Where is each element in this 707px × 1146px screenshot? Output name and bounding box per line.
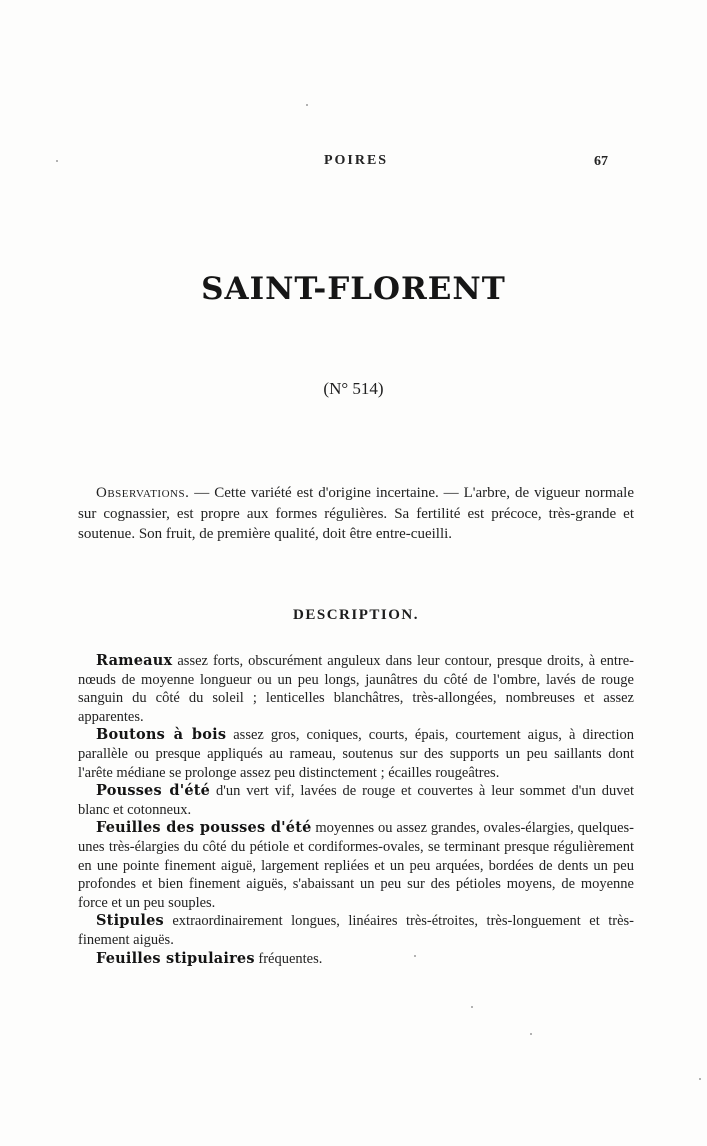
scan-speck	[699, 1078, 701, 1080]
description-body	[78, 652, 634, 968]
description-paragraph	[78, 782, 634, 819]
description-paragraph	[78, 912, 634, 949]
page-number: 67	[594, 154, 608, 169]
paragraph-lead: Boutons à bois	[96, 726, 227, 744]
scan-speck	[530, 1033, 532, 1035]
variety-title: SAINT-FLORENT	[201, 271, 506, 307]
scan-speck	[306, 104, 308, 106]
description-paragraph	[78, 950, 634, 969]
paragraph-text: fréquentes.	[254, 950, 323, 967]
paragraph-lead: Rameaux	[96, 652, 173, 669]
paragraph-text: moyennes ou assez grandes, ovales-élargies, quelques-unes très-élargies du côté du pétiole et cordiformes-ovales, se terminant presque régulièrement en une pointe finement aiguë, largement repliées et un peu arquées, bordées de dents un peu profondes et bien finement aiguës, s'abaissant un peu sur des pétioles moyens, de moyenne force et un peu souples.	[78, 820, 634, 911]
scan-speck	[471, 1006, 473, 1008]
observations-label: Observations.	[96, 485, 190, 501]
paragraph-text: assez gros, coniques, courts, épais, courtement aigus, à direction parallèle ou presque appliqués au rameau, soutenus sur des supports un peu saillants dont l'arête médiane se prolonge assez peu distinctement ; écailles rougeâtres.	[78, 727, 634, 781]
description-paragraph	[78, 652, 634, 726]
paragraph-text: extraordinairement longues, linéaires très-étroites, très-longuement et très-finement aiguës.	[78, 913, 634, 948]
observations-text: — Cette variété est d'origine incertaine. — L'arbre, de vigueur normale sur cognassier, est propre aux formes régulières. Sa fertilité est précoce, très-grande et soutenue. Son fruit, de première qualité, doit être entre-cueilli.	[78, 485, 634, 542]
page-header	[78, 153, 634, 173]
paragraph-lead: Feuilles stipulaires	[96, 949, 255, 967]
scan-speck	[414, 955, 416, 957]
paragraph-text: assez forts, obscurément anguleux dans leur contour, presque droits, à entre-nœuds de moyenne longueur ou un peu longs, jaunâtres du côté de l'ombre, lavés de rouge sanguin du côté du soleil ; lenticelles blanchâtres, très-allongées, nombreuses et assez apparentes.	[78, 653, 634, 725]
description-heading: DESCRIPTION.	[293, 607, 419, 623]
description-paragraph	[78, 819, 634, 912]
paragraph-text: d'un vert vif, lavées de rouge et couvertes à leur sommet d'un duvet blanc et cotonneux.	[78, 783, 634, 818]
scan-speck	[56, 160, 58, 162]
paragraph-lead: Stipules	[96, 912, 164, 930]
observations-paragraph	[78, 483, 634, 545]
description-paragraph	[78, 726, 634, 782]
running-head: POIRES	[323, 153, 389, 168]
variety-number: (N° 514)	[323, 379, 384, 398]
paragraph-lead: Pousses d'été	[96, 782, 211, 800]
paragraph-lead: Feuilles des pousses d'été	[96, 819, 312, 837]
